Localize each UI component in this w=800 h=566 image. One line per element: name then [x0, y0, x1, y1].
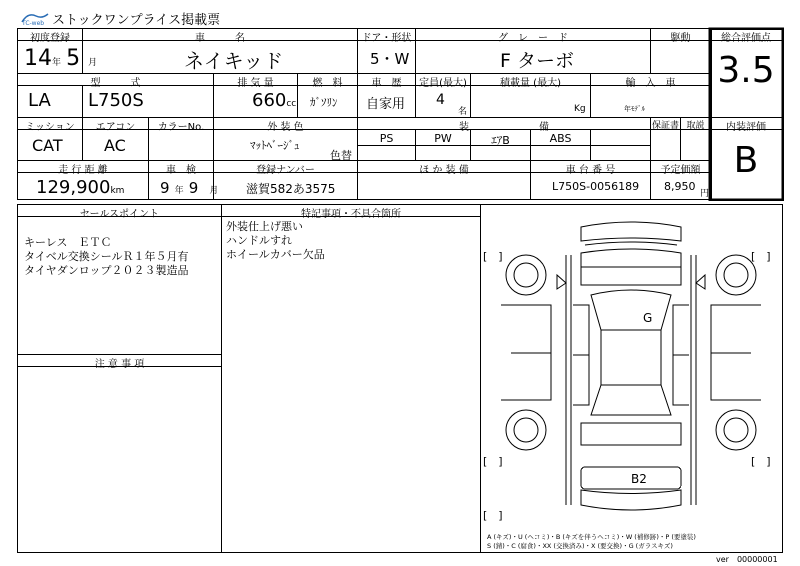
plate-value: 滋賀582あ3575 [246, 182, 336, 196]
label-grade: グ レ ー ド [498, 33, 568, 44]
mileage-unit: km [110, 186, 125, 196]
grade-value: F ターボ [500, 50, 574, 72]
month-unit: 月 [88, 58, 98, 68]
bracket-front-right: [ ] [751, 250, 771, 263]
special-list [226, 220, 325, 262]
vehicle-history-value: 自家用 [366, 97, 406, 112]
model-value: L750S [88, 90, 144, 111]
first-reg-year: 14 [24, 46, 52, 71]
equipment-item: ABS [549, 132, 572, 145]
mark-g: G [643, 311, 653, 325]
model-prefix-value: LA [28, 90, 51, 111]
label-inspection: 車 検 [166, 165, 196, 176]
label-other-equipment: ほ か 装 備 [419, 165, 469, 176]
fuel-value: ｶﾞｿﾘﾝ [310, 96, 338, 109]
label-fuel: 燃 料 [312, 78, 343, 89]
label-planned-price: 予定価額 [660, 165, 701, 176]
color-change-value: 色替 [330, 149, 352, 162]
label-equipment: 装 備 [459, 122, 549, 133]
mileage-number: 129,900 [36, 177, 111, 198]
inspection-month-unit: 月 [209, 186, 219, 196]
special-label: 特記事項・不具合箇所 [301, 209, 401, 220]
bracket-front-left: [ ] [483, 250, 503, 263]
notes-label: 注 意 事 項 [94, 359, 145, 370]
label-capacity: 定員(最大) [419, 78, 467, 89]
displacement-value [252, 90, 296, 111]
interior-score-value: B [733, 140, 759, 181]
price-value: 8,950 [664, 180, 696, 193]
overall-score-value: 3.5 [717, 50, 775, 91]
label-car-name: 車 名 [195, 33, 245, 44]
aircon-value: AC [104, 136, 126, 155]
inspection-month: 9 [188, 179, 199, 197]
label-model: 型 式 [90, 78, 141, 89]
label-plate: 登録ナンバー [256, 165, 315, 176]
version-label: ver 00000001 [716, 555, 778, 564]
first-reg-month: 5 [66, 46, 81, 71]
car-damage-diagram [481, 205, 782, 552]
special-line: 外装仕上げ悪い [226, 220, 303, 233]
sales-point-line: タイベル交換シールＲ１年５月有 [24, 250, 189, 263]
chassis-no-value: L750S-0056189 [552, 180, 640, 193]
door-shape-value: 5・W [370, 50, 410, 68]
bracket-rear-right: [ ] [751, 455, 771, 468]
inspection-year-unit: 年 [174, 186, 184, 196]
equipment-item: ｴｱB [491, 134, 510, 147]
mark-b2: B2 [631, 472, 647, 486]
special-line: ホイールカバー欠品 [226, 248, 325, 261]
legend-line: A (キズ)・U (ヘコミ)・B (キズを伴うヘコミ)・W (補修跡)・P (要塗装) [487, 533, 696, 541]
model-year-label: 年ﾓﾃﾞﾙ [624, 105, 645, 113]
label-overall-score: 総合評価点 [721, 33, 771, 44]
capacity-unit: 名 [458, 107, 468, 117]
sales-point-line: キーレス ＥＴＣ [24, 236, 112, 249]
label-manual: 取説 [686, 121, 705, 131]
displacement-unit: cc [286, 99, 297, 109]
equipment-item: PS [379, 132, 394, 145]
car-name-value: ネイキッド [184, 49, 284, 73]
capacity-value: 4 [436, 92, 445, 108]
label-door-shape: ドア・形状 [361, 33, 412, 44]
inspection-year: 9 [160, 179, 170, 197]
equipment-item: PW [434, 132, 452, 145]
label-interior-score: 内装評価 [726, 122, 766, 133]
exterior-color-value: ﾏｯﾄﾍﾞｰｼﾞｭ [250, 139, 300, 152]
label-displacement: 排 気 量 [237, 78, 274, 89]
label-color-no: カラーNo. [157, 122, 205, 133]
label-chassis-no: 車 台 番 号 [565, 165, 616, 176]
page-title: ストックワンプライス掲載票 [52, 13, 221, 28]
price-unit: 円 [700, 189, 710, 199]
label-drive: 駆動 [670, 33, 691, 44]
bracket-bottom: [ ] [483, 509, 503, 522]
bracket-rear-left: [ ] [483, 455, 503, 468]
legend-line: S (錆)・C (腐食)・XX (交換済み)・X (要交換)・G (ガラスキズ) [487, 542, 673, 550]
label-vehicle-history: 車 歴 [371, 78, 402, 89]
label-mission: ミッション [25, 122, 75, 133]
mission-value: CAT [32, 136, 63, 155]
label-import: 輸 入 車 [625, 78, 676, 89]
label-exterior-color: 外 装 色 [267, 122, 304, 133]
sales-point-line: タイヤダンロップ２０２３製造品 [24, 264, 189, 277]
load-unit: Kg [574, 104, 586, 114]
displacement-number: 660 [252, 90, 287, 111]
mileage-value [36, 177, 124, 198]
label-aircon: エアコン [95, 122, 136, 133]
label-load: 積載量 (最大) [500, 78, 561, 89]
first-reg-value [24, 46, 97, 71]
label-warranty: 保証書 [651, 121, 679, 131]
label-first-reg: 初度登録 [30, 33, 70, 44]
inspection-value [160, 178, 218, 197]
special-line: ハンドルすれ [226, 234, 292, 247]
sales-points-list [24, 236, 189, 278]
year-unit: 年 [52, 58, 62, 68]
sales-points-label: セールスポイント [79, 209, 160, 220]
svg-text:TC-web: TC-web [22, 20, 45, 26]
label-mileage: 走 行 距 離 [58, 165, 108, 176]
